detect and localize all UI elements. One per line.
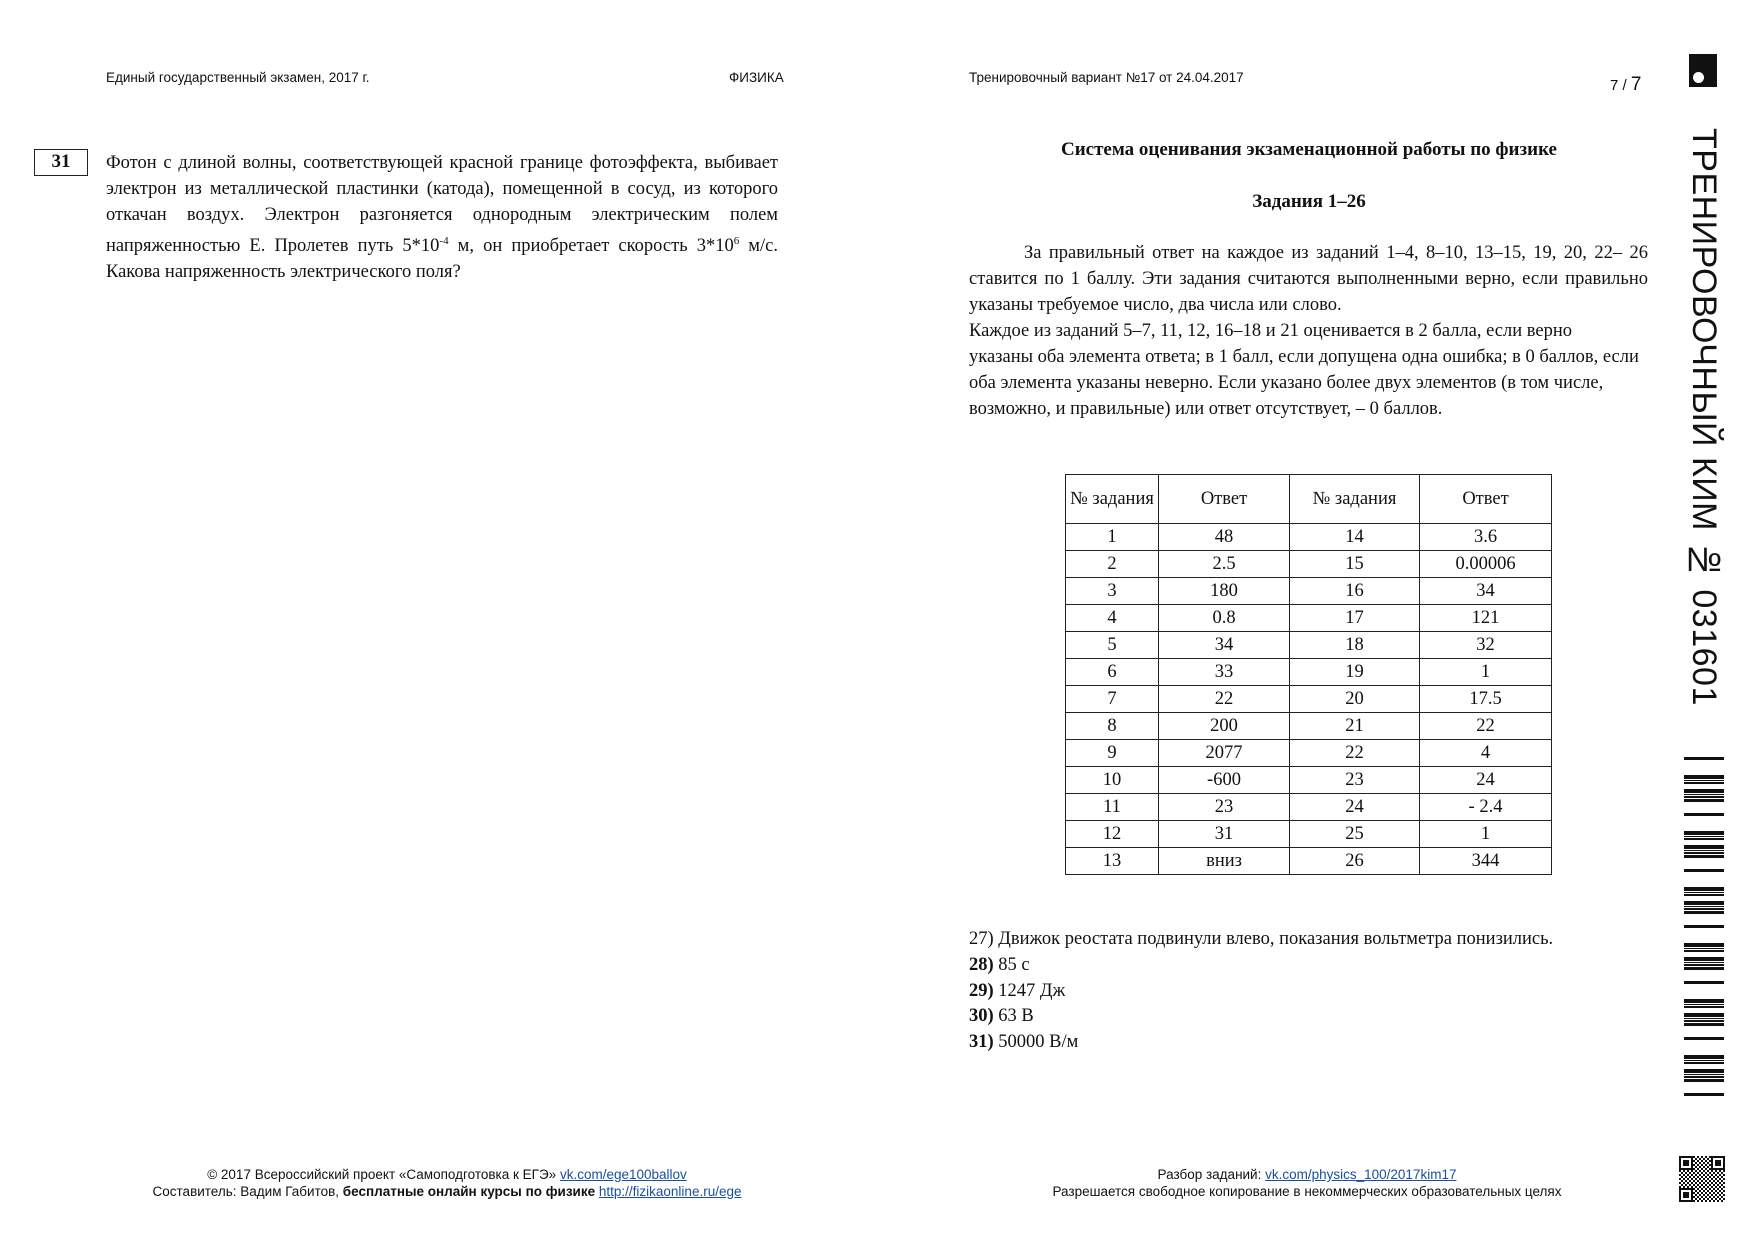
table-row xyxy=(1066,659,1552,686)
footer-license: Разрешается свободное копирование в некоммерческих образовательных целях xyxy=(1052,1183,1562,1199)
table-row xyxy=(1066,524,1552,551)
table-row xyxy=(1066,767,1552,794)
extended-answers xyxy=(969,927,1553,1056)
footer-right xyxy=(957,1167,1657,1200)
task-cell: 3 xyxy=(1066,578,1159,605)
task-cell: 26 xyxy=(1290,848,1420,875)
answer-cell: 3.6 xyxy=(1420,524,1552,551)
task-cell: 11 xyxy=(1066,794,1159,821)
scoring-subtitle: Задания 1–26 xyxy=(1252,191,1366,212)
table-row xyxy=(1066,740,1552,767)
table-row xyxy=(1066,605,1552,632)
footer-link-courses[interactable]: http://fizikaonline.ru/ege xyxy=(598,1183,742,1199)
footer-courses: бесплатные онлайн курсы по физике xyxy=(342,1183,596,1199)
answer-number: 31) xyxy=(969,1032,994,1053)
answer-cell: 4 xyxy=(1420,740,1552,767)
task-cell: 10 xyxy=(1066,767,1159,794)
answer-cell: 34 xyxy=(1159,632,1290,659)
answers-table xyxy=(1065,474,1552,875)
task-cell: 23 xyxy=(1290,767,1420,794)
task-cell: 7 xyxy=(1066,686,1159,713)
page-number xyxy=(1610,74,1641,96)
footer-link-vk[interactable]: vk.com/ege100ballov xyxy=(559,1167,687,1182)
footer-left xyxy=(97,1167,797,1200)
task-cell: 5 xyxy=(1066,632,1159,659)
task-cell: 18 xyxy=(1290,632,1420,659)
kim-vertical-label: ТРЕНИРОВОЧНЫЙ КИМ № 031601 xyxy=(1685,128,1723,706)
logo-icon xyxy=(1689,54,1717,87)
answer-cell: 48 xyxy=(1159,524,1290,551)
task-cell: 8 xyxy=(1066,713,1159,740)
scoring-rules xyxy=(969,240,1648,422)
header-subject: ФИЗИКА xyxy=(729,70,784,85)
footer-link-analysis[interactable]: vk.com/physics_100/2017kim17 xyxy=(1265,1167,1457,1182)
table-row xyxy=(1066,821,1552,848)
col-answer: Ответ xyxy=(1159,475,1290,524)
task-cell: 25 xyxy=(1290,821,1420,848)
task-cell: 13 xyxy=(1066,848,1159,875)
answer-line xyxy=(969,927,1553,953)
table-row xyxy=(1066,632,1552,659)
answer-cell: 34 xyxy=(1420,578,1552,605)
answer-cell: 344 xyxy=(1420,848,1552,875)
task-cell: 2 xyxy=(1066,551,1159,578)
answer-cell: 0.8 xyxy=(1159,605,1290,632)
q-exp-1: -4 xyxy=(439,235,449,247)
task-cell: 16 xyxy=(1290,578,1420,605)
col-task: № задания xyxy=(1290,475,1420,524)
q-text-1: Фотон с длиной волны, соответствующей красной границе фотоэффекта, выбивает электрон из металлической пластинки (катода), помещенной в сосуд, из которого откачан воздух. Электрон разгоняется однородным электрическим полем напряженностью E. Пролетев путь 5*10 xyxy=(106,153,778,257)
task-cell: 6 xyxy=(1066,659,1159,686)
scoring-rule-1: За правильный ответ на каждое из заданий 1–4, 8–10, 13–15, 19, 20, 22– 26 ставится по 1 баллу. Эти задания считаются выполненными верно, если правильно указаны требуемое число, два числа или слово. xyxy=(969,243,1648,315)
page-sep: / xyxy=(1622,77,1627,94)
header-exam-title: Единый государственный экзамен, 2017 г. xyxy=(106,70,370,85)
task-cell: 19 xyxy=(1290,659,1420,686)
task-cell: 1 xyxy=(1066,524,1159,551)
footer-author: Составитель: Вадим Габитов, xyxy=(152,1183,343,1199)
answer-cell: -600 xyxy=(1159,767,1290,794)
answer-number: 27) xyxy=(969,929,994,949)
answer-number: 29) xyxy=(969,980,994,1001)
task-cell: 12 xyxy=(1066,821,1159,848)
task-cell: 9 xyxy=(1066,740,1159,767)
answer-text: 1247 Дж xyxy=(993,980,1066,1001)
task-cell: 14 xyxy=(1290,524,1420,551)
task-cell: 15 xyxy=(1290,551,1420,578)
answer-cell: 17.5 xyxy=(1420,686,1552,713)
page-total: 7 xyxy=(1630,74,1642,95)
task-cell: 24 xyxy=(1290,794,1420,821)
col-answer: Ответ xyxy=(1420,475,1552,524)
task-cell: 17 xyxy=(1290,605,1420,632)
answer-cell: 22 xyxy=(1159,686,1290,713)
answer-line xyxy=(969,953,1553,979)
table-row xyxy=(1066,578,1552,605)
task-cell: 20 xyxy=(1290,686,1420,713)
task-cell: 22 xyxy=(1290,740,1420,767)
answer-cell: вниз xyxy=(1159,848,1290,875)
answer-cell: 31 xyxy=(1159,821,1290,848)
answer-text: 85 с xyxy=(993,954,1030,975)
answer-cell: 33 xyxy=(1159,659,1290,686)
answer-cell: 2077 xyxy=(1159,740,1290,767)
scoring-rule-2: Каждое из заданий 5–7, 11, 12, 16–18 и 21 оценивается в 2 балла, если верно указаны оба элемента ответа; в 1 балл, если допущена одна ошибка; в 0 баллов, если оба элемента указаны неверно. Если указано более двух элементов (в том числе, возможно, и правильные) или ответ отсутствует, – 0 баллов. xyxy=(969,321,1639,419)
answer-text: 63 В xyxy=(993,1006,1034,1027)
answer-cell: 180 xyxy=(1159,578,1290,605)
table-row xyxy=(1066,686,1552,713)
answer-cell: 23 xyxy=(1159,794,1290,821)
table-row xyxy=(1066,551,1552,578)
answer-cell: 1 xyxy=(1420,659,1552,686)
task-cell: 21 xyxy=(1290,713,1420,740)
question-number: 31 xyxy=(34,149,88,176)
table-row xyxy=(1066,713,1552,740)
answer-text: Движок реостата подвинули влево, показания вольтметра понизились. xyxy=(993,929,1554,949)
q-exp-2: 6 xyxy=(733,235,740,247)
answer-cell: 32 xyxy=(1420,632,1552,659)
answer-cell: 2.5 xyxy=(1159,551,1290,578)
answer-cell: 1 xyxy=(1420,821,1552,848)
table-header-row xyxy=(1066,475,1552,524)
task-cell: 4 xyxy=(1066,605,1159,632)
table-row xyxy=(1066,794,1552,821)
q-text-2: м, он приобретает скорость 3*10 xyxy=(448,236,734,257)
answer-text: 50000 В/м xyxy=(993,1032,1079,1053)
page-current: 7 xyxy=(1610,77,1619,94)
answer-line xyxy=(969,1004,1553,1030)
table-row xyxy=(1066,848,1552,875)
answer-line xyxy=(969,1030,1553,1056)
col-task: № задания xyxy=(1066,475,1159,524)
footer-copyright: © 2017 Всероссийский проект «Самоподготовка к ЕГЭ» xyxy=(207,1167,560,1182)
answer-number: 28) xyxy=(969,954,994,975)
footer-analysis-label: Разбор заданий: xyxy=(1157,1167,1266,1182)
question-text xyxy=(106,150,778,285)
answer-cell: 0.00006 xyxy=(1420,551,1552,578)
answer-number: 30) xyxy=(969,1006,994,1027)
header-variant: Тренировочный вариант №17 от 24.04.2017 xyxy=(969,70,1244,85)
answer-cell: 22 xyxy=(1420,713,1552,740)
q-text-3: м/с. Какова напряженность электрического поля? xyxy=(106,236,778,283)
answer-cell: 200 xyxy=(1159,713,1290,740)
scoring-title: Система оценивания экзаменационной работы по физике xyxy=(1060,139,1557,160)
barcode-icon xyxy=(1684,752,1724,1102)
answer-line xyxy=(969,979,1553,1005)
answer-cell: 121 xyxy=(1420,605,1552,632)
answer-cell: 24 xyxy=(1420,767,1552,794)
answer-cell: - 2.4 xyxy=(1420,794,1552,821)
qr-code-icon xyxy=(1679,1156,1725,1202)
